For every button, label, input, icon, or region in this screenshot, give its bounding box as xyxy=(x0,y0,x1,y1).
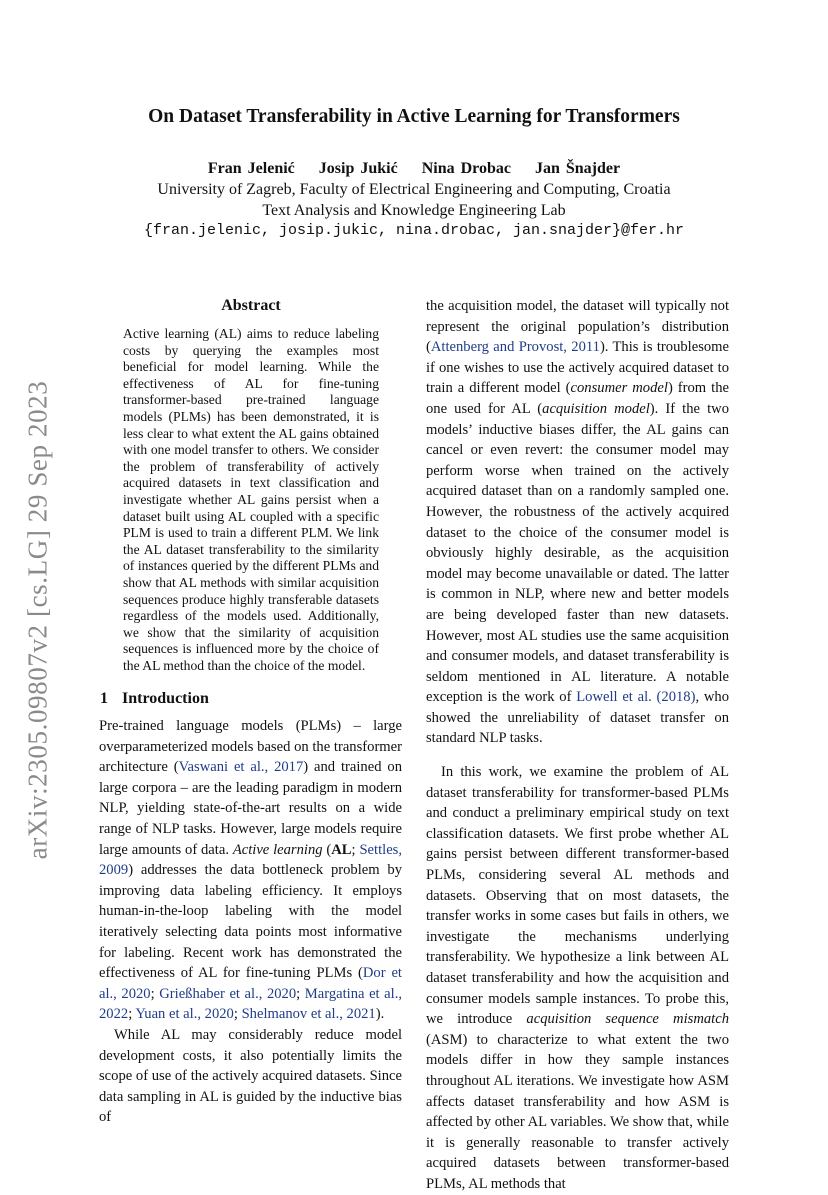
paper-title: On Dataset Transferability in Active Learning for Transformers xyxy=(148,106,680,127)
author-list xyxy=(0,160,828,178)
author-emails: {fran.jelenic, josip.jukic, nina.drobac, jan.snajder}@fer.hr xyxy=(143,222,685,239)
affiliation-university: University of Zagreb, Faculty of Electrical Engineering and Computing, Croatia xyxy=(157,181,671,198)
section-heading-introduction xyxy=(100,690,209,708)
arxiv-identifier-text: arXiv:2305.09807v2 [cs.LG] 29 Sep 2023 xyxy=(22,380,53,860)
citation-link[interactable]: Vaswani et al., 2017 xyxy=(178,759,304,776)
section-number: 1 xyxy=(100,690,108,707)
author-name: Jan Šnajder xyxy=(534,160,621,177)
author-name: Fran Jelenić xyxy=(207,160,295,177)
citation-link[interactable]: Dor et al., 2020 xyxy=(99,965,402,1002)
intro-paragraph-2: While AL may considerably reduce model development costs, it also potentially limits the scope of use of the actively acquired datasets. Since data sampling in AL is guided by the inductive bias of xyxy=(99,1026,402,1126)
affiliation-lab: Text Analysis and Knowledge Engineering Lab xyxy=(262,202,566,219)
citation-link[interactable]: Attenberg and Provost, 2011 xyxy=(430,339,600,356)
abstract-heading: Abstract xyxy=(221,297,281,314)
citation-link[interactable]: Shelmanov et al., 2021 xyxy=(241,1006,376,1023)
citation-link[interactable]: Margatina et al., 2022 xyxy=(99,985,403,1023)
author-name: Nina Drobac xyxy=(421,160,511,177)
intro-paragraph-2-continued: the acquisition model, the dataset will typically not represent the original population’s distribution (Attenberg and Provost, 2011). This is troublesome if one wishes to use the actively acquired dataset to train a different model (consumer model) from the one used for AL (acquisition model). If the two models’ inductive biases differ, the AL gains can cancel or even revert: the consumer model may perform worse when trained on the actively acquired dataset than on a randomly sampled one. However, the robustness of the actively acquired dataset to the choice of the consumer model is obviously highly desirable, as the acquisition model may become unavailable or dated. The latter is common in NLP, where new and better models are being developed faster than new datasets. However, most AL studies use the same acquisition and consumer models, and dataset transferability is seldom mentioned in AL literature. A notable exception is the work of Lowell et al. (2018), who showed the unreliability of dataset transfer on standard NLP tasks. xyxy=(426,298,730,747)
body-column-right xyxy=(426,296,729,1195)
citation-link[interactable]: Yuan et al., 2020 xyxy=(135,1006,234,1023)
section-title: Introduction xyxy=(122,690,209,707)
intro-paragraph-1: Pre-trained language models (PLMs) – large overparameterized models based on the transformer architecture (Vaswani et al., 2017) and trained on large corpora – are the leading paradigm in modern NLP, yielding state-of-the-art results on a wide range of NLP tasks. However, large models require large amounts of data. Active learning (AL; Settles, 2009) addresses the data bottleneck problem by improving data labeling efficiency. It employs human-in-the-loop labeling with the model iteratively selecting data points most informative for labeling. Recent work has demonstrated the effectiveness of AL for fine-tuning PLMs (Dor et al., 2020; Grießhaber et al., 2020; Margatina et al., 2022; Yuan et al., 2020; Shelmanov et al., 2021). xyxy=(99,718,403,1023)
citation-link[interactable]: Lowell et al. (2018) xyxy=(576,689,696,706)
citation-link[interactable]: Grießhaber et al., 2020 xyxy=(159,985,297,1002)
body-column-left xyxy=(99,716,402,1128)
intro-paragraph-3: In this work, we examine the problem of AL dataset transferability for transformer-based PLMs and conduct a preliminary empirical study on text classification datasets. We first probe whether AL gains persist between different transformer-based PLMs, considering several AL methods and datasets. Observing that on most datasets, the transfer works in some cases but fails in others, we investigate the mechanisms underlying transferability. We hypothesize a link between AL dataset transferability and how the acquisition and consumer models sample instances. To probe this, we introduce acquisition sequence mismatch (ASM) to characterize to what extent the two models differ in how they sample instances throughout AL iterations. We investigate how ASM affects dataset transferability and how ASM is affected by other AL variables. We show that, while it is generally reasonable to transfer actively acquired datasets between transformer-based PLMs, AL methods that xyxy=(426,764,729,1192)
citation-link[interactable]: Settles, 2009 xyxy=(99,841,403,879)
author-name: Josip Jukić xyxy=(318,160,398,177)
abstract-text: Active learning (AL) aims to reduce labeling costs by querying the examples most beneficial for model learning. While the effectiveness of AL for fine-tuning transformer-based pre-trained language models (PLMs) has been demonstrated, it is less clear to what extent the AL gains obtained with one model transfer to others. We consider the problem of transferability of actively acquired datasets in text classification and investigate whether AL gains persist when a dataset built using AL coupled with a specific PLM is used to train a different PLM. We link the AL dataset transferability to the similarity of instances queried by the different PLMs and show that AL methods with similar acquisition sequences produce highly transferable datasets regardless of the models used. Additionally, we show that the similarity of acquisition sequences is influenced more by the choice of the AL method than the choice of the model. xyxy=(123,326,379,673)
